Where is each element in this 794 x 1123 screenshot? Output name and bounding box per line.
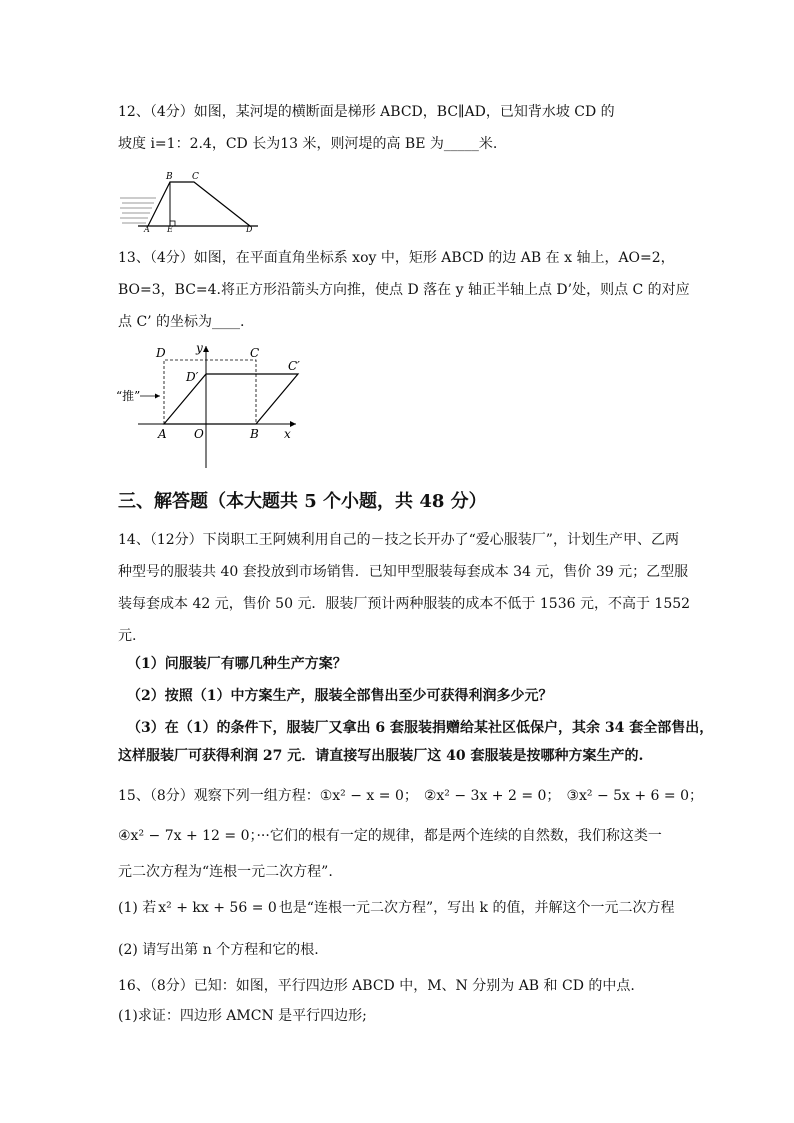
q14-line-2: 种型号的服装共 40 套投放到市场销售．已知甲型服装每套成本 34 元，售价 39 元；乙型服	[118, 564, 689, 580]
q16-sub-1: (1)求证：四边形 AMCN 是平行四边形;	[118, 1008, 367, 1024]
label-c-prime: C′	[288, 359, 300, 373]
label-d: D	[156, 346, 166, 360]
label-d-prime: D′	[186, 370, 199, 384]
q14-sub-1: （1）问服装厂有哪几种生产方案？	[127, 656, 347, 672]
label-d: D	[246, 225, 253, 232]
water-hatching	[120, 198, 156, 223]
q14-line-4: 元.	[118, 628, 137, 644]
q15-line-2-rest: ···它们的根有一定的规律，都是两个连续的自然数，我们称这类一	[256, 828, 662, 844]
label-b: B	[250, 427, 259, 441]
label-x: x	[284, 427, 291, 441]
q15-sub-1	[118, 898, 675, 918]
label-o: O	[194, 427, 204, 441]
q12-line-2: 坡度 i=1：2.4，CD 长为13 米，则河堤的高 BE 为_____米.	[118, 136, 498, 152]
q15-line-2	[118, 826, 662, 846]
push-arrowhead	[155, 394, 160, 399]
q15-eq-4: ④x² − 7x + 12 = 0；	[118, 828, 257, 844]
section-3-title: 三、解答题（本大题共 5 个小题，共 48 分）	[118, 491, 487, 512]
x-axis-arrow	[290, 421, 296, 427]
q13-coordinate-figure	[116, 340, 306, 472]
q13-line-3: 点 C’ 的坐标为____.	[118, 314, 245, 330]
label-c: C	[192, 172, 199, 182]
label-e: E	[167, 225, 173, 232]
q15-sub-1-rest: 也是“连根一元二次方程”，写出 k 的值，并解这个一元二次方程	[278, 900, 675, 916]
q15-prefix: 15、（8分）观察下列一组方程：	[118, 788, 320, 804]
q15-eq-2: ②x² − 3x + 2 = 0；	[423, 788, 561, 804]
q12-line-1: 12、（4分）如图，某河堤的横断面是梯形 ABCD，BC∥AD，已知背水坡 CD 的	[118, 104, 615, 120]
q15-sub-1-eq: x² + kx + 56 = 0	[158, 900, 277, 916]
q15-line-3: 元二次方程为“连根一元二次方程”.	[118, 864, 333, 880]
y-axis-arrow	[203, 346, 209, 352]
label-y: y	[196, 341, 203, 355]
q14-line-3: 装每套成本 42 元，售价 50 元．服装厂预计两种服装的成本不低于 1536 元，不高于 1552	[118, 596, 691, 612]
label-a: A	[144, 225, 150, 232]
q16-line-1: 16、（8分）已知：如图，平行四边形 ABCD 中，M、N 分别为 AB 和 CD 的中点.	[118, 978, 635, 994]
label-push: “推”	[116, 389, 141, 403]
pushed-parallelogram	[164, 374, 298, 424]
q14-sub-3a: （3）在（1）的条件下，服装厂又拿出 6 套服装捐赠给某社区低保户，其余 34 套全部售出，	[127, 720, 714, 736]
q15-eq-3: ③x² − 5x + 6 = 0；	[566, 788, 704, 804]
q12-trapezoid-figure	[118, 168, 268, 232]
q13-line-2: BO=3，BC=4.将正方形沿箭头方向推，使点 D 落在 y 轴正半轴上点 D’处，则点 C 的对应	[118, 282, 690, 298]
q14-sub-3b: 这样服装厂可获得利润 27 元．请直接写出服装厂这 40 套服装是按哪种方案生产的.	[118, 748, 644, 764]
q15-line-1	[118, 786, 703, 806]
q13-line-1: 13、（4分）如图，在平面直角坐标系 xoy 中，矩形 ABCD 的边 AB 在 x 轴上，AO=2，	[118, 250, 675, 266]
q15-sub-2: (2) 请写出第 n 个方程和它的根.	[118, 942, 319, 958]
q14-line-1: 14、（12分）下岗职工王阿姨利用自己的－技之长开办了“爱心服装厂”，计划生产甲、乙两	[118, 532, 679, 548]
label-c: C	[250, 346, 260, 360]
q14-sub-2: （2）按照（1）中方案生产，服装全部售出至少可获得利润多少元？	[127, 688, 553, 704]
label-a: A	[158, 427, 167, 441]
trapezoid-outline	[148, 182, 250, 226]
original-rectangle	[164, 360, 256, 424]
label-b: B	[166, 172, 173, 182]
q15-eq-1: ①x² − x = 0；	[319, 788, 418, 804]
q15-sub-1-prefix: (1) 若	[118, 900, 157, 916]
